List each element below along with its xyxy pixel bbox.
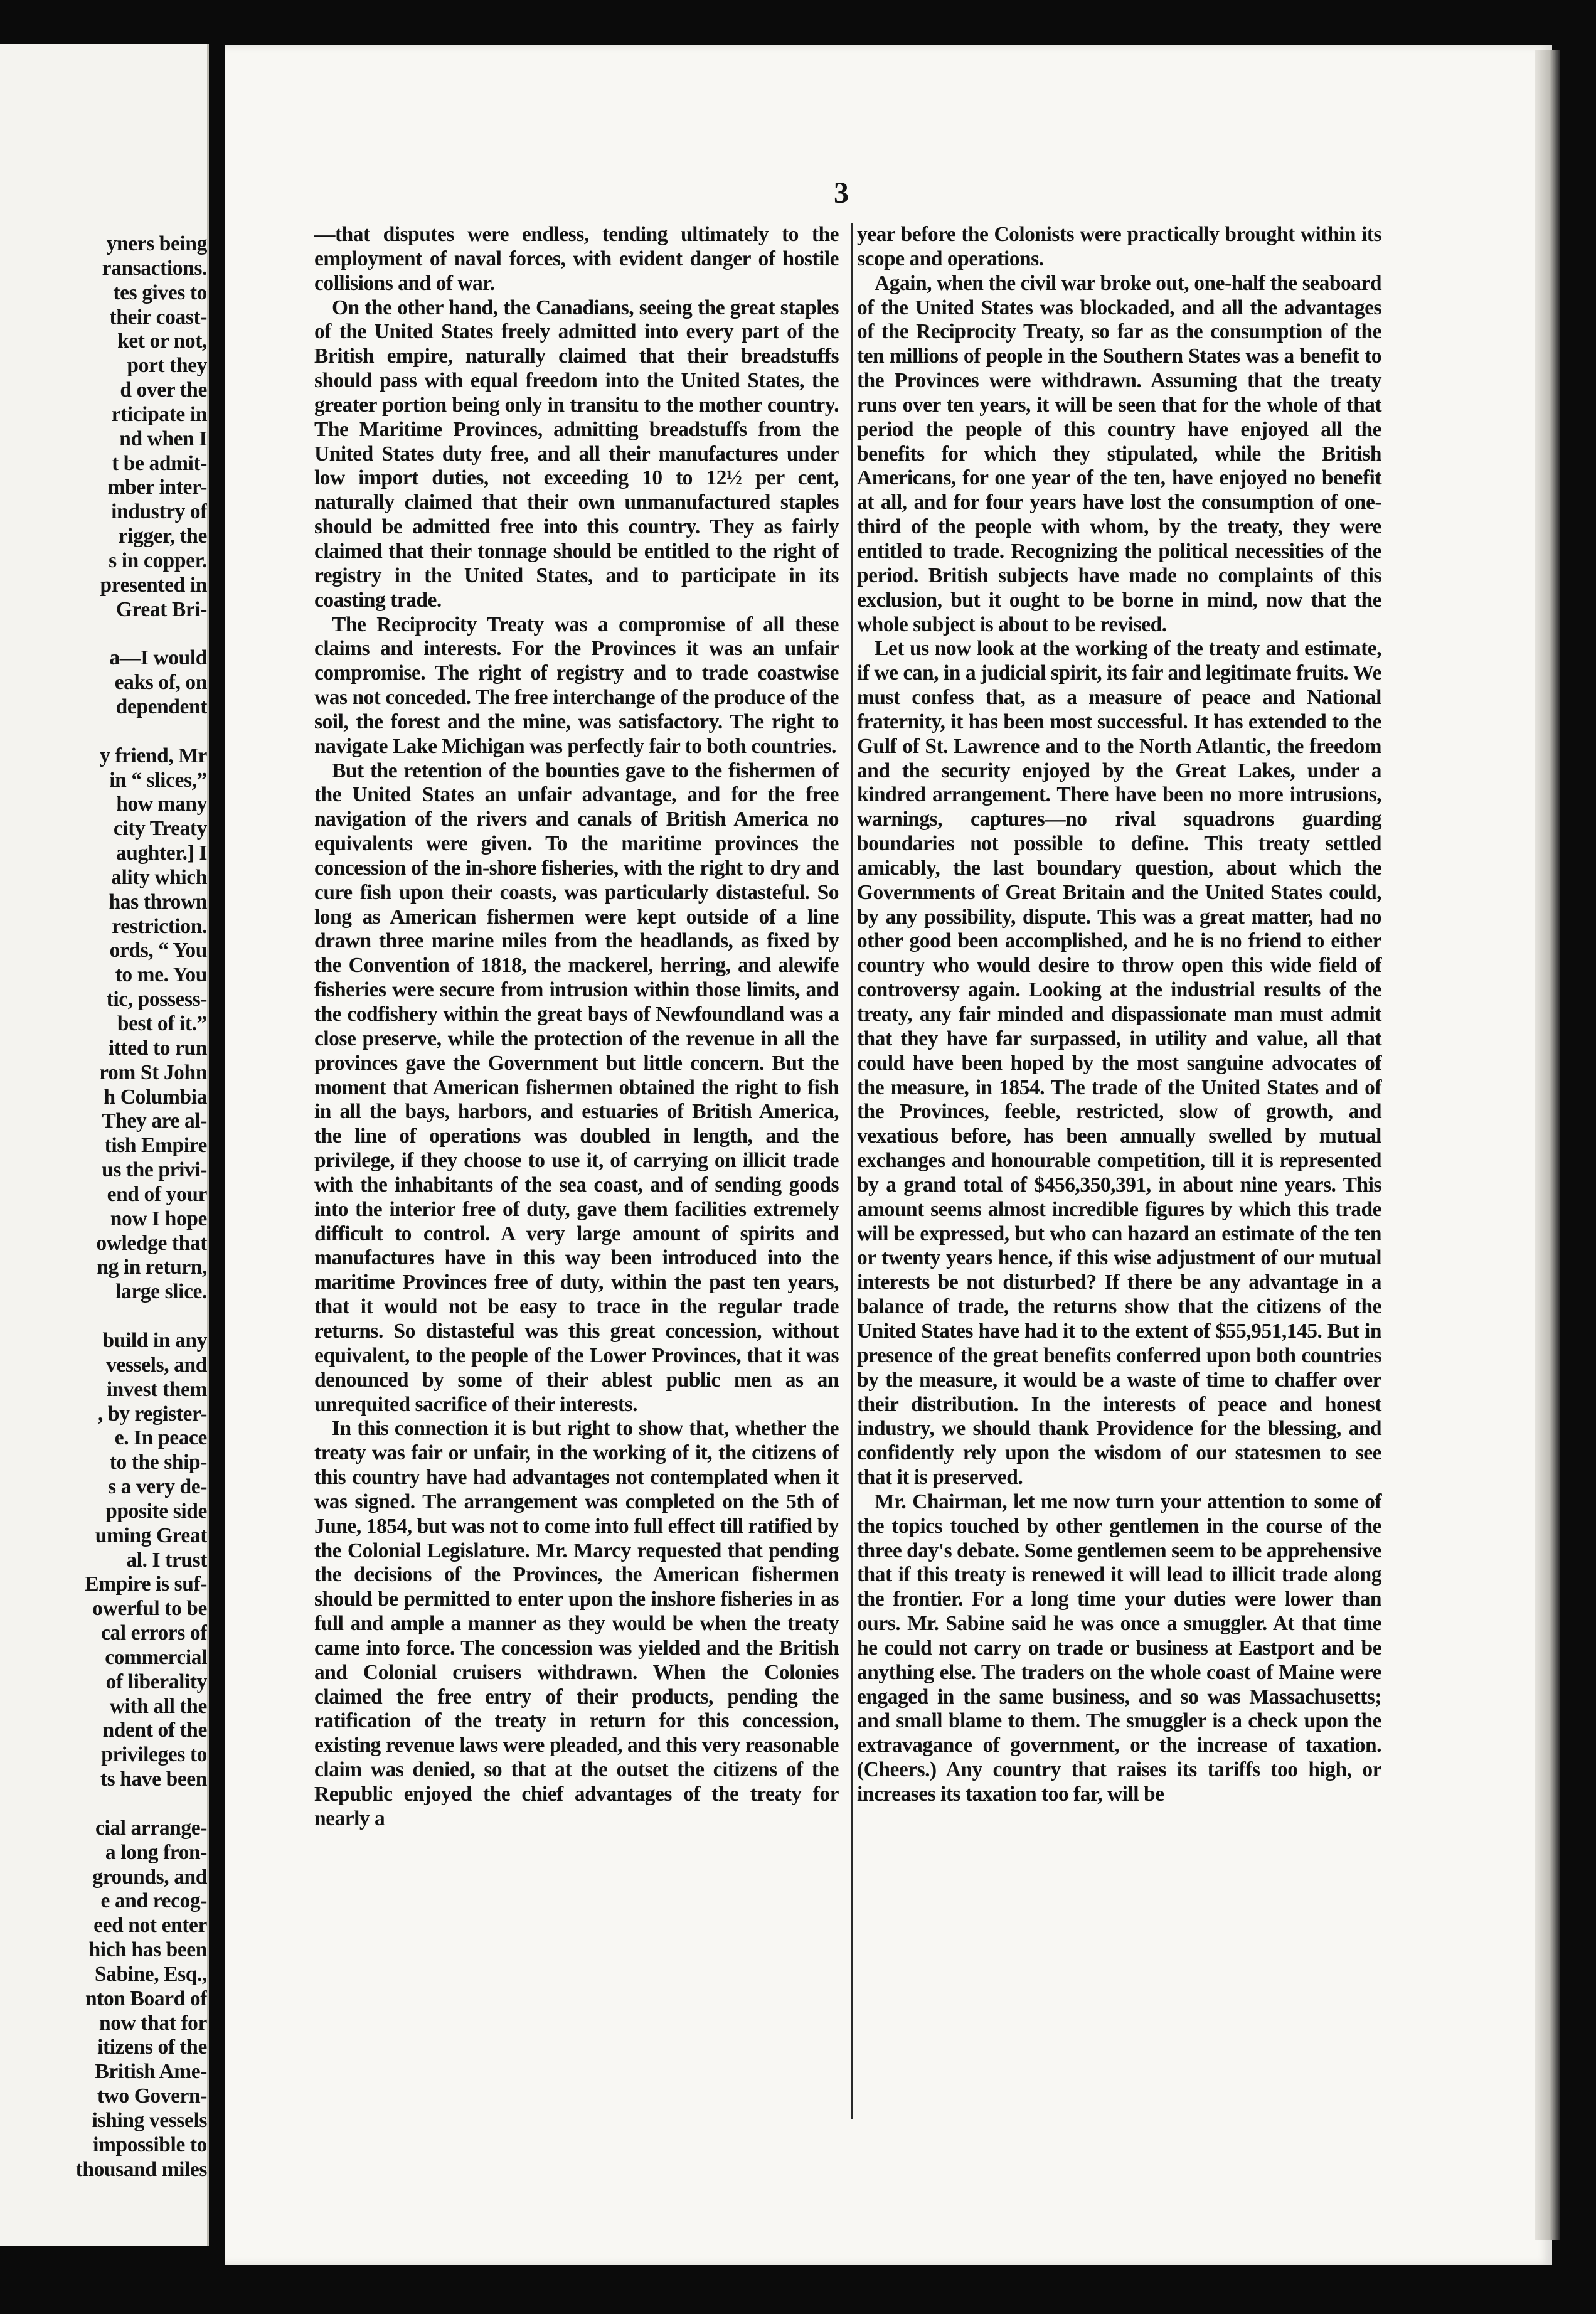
previous-page-line: port they <box>127 354 207 378</box>
text-column-left <box>314 223 839 1831</box>
previous-page-gap <box>0 622 207 647</box>
previous-page-line: has thrown <box>109 890 207 914</box>
previous-page-line: tic, possess- <box>106 988 207 1011</box>
previous-page-line: thousand miles <box>75 2157 207 2181</box>
previous-page-line: a—I would <box>109 646 207 670</box>
previous-page-line: ransactions. <box>102 256 207 280</box>
previous-page-line: , by register- <box>98 1402 207 1426</box>
previous-page-line: pposite side <box>105 1499 207 1523</box>
previous-page-line: owerful to be <box>92 1597 207 1621</box>
previous-page-line: e and recog- <box>100 1889 207 1913</box>
previous-page-line: in “ slices,” <box>109 768 207 792</box>
previous-page-gap <box>0 1792 207 1816</box>
previous-page-line: best of it.” <box>117 1012 207 1035</box>
previous-page-line: ts have been <box>100 1767 207 1791</box>
previous-page-line: rom St John <box>99 1060 207 1084</box>
paragraph: On the other hand, the Canadians, seeing the great staples of the United States freely admitted into every part of the British empire, naturally claimed that their breadstuffs should pass with equal freedom into the United States, the greater portion being only in transitu to the mother country. The Maritime Provinces, admitting breadstuffs from the United States duty free, and all their manufactures under low import duties, not exceeding 10 to 12½ per cent, naturally claimed that their own unmanufactured staples should be admitted free into this country. They as fairly claimed that their tonnage should be entitled to the right of registry in the United States, and to participate in its coasting trade. <box>314 296 839 612</box>
previous-page-line: vessels, and <box>106 1353 207 1377</box>
previous-page-fragments <box>0 232 207 2182</box>
previous-page-line: al. I trust <box>126 1548 207 1572</box>
previous-page-line: large slice. <box>115 1280 207 1304</box>
previous-page-line: their coast- <box>109 305 207 329</box>
previous-page-line: us the privi- <box>102 1158 207 1182</box>
previous-page-line: e. In peace <box>114 1426 207 1450</box>
previous-page-line: build in any <box>102 1328 207 1352</box>
previous-page-line: two Govern- <box>97 2084 207 2108</box>
previous-page-line: Great Bri- <box>115 597 207 621</box>
previous-page-line: itizens of the <box>97 2035 207 2059</box>
previous-page-line: They are al- <box>102 1109 207 1133</box>
paragraph: year before the Colonists were practically brought within its scope and operations. <box>857 223 1381 270</box>
previous-page-line: d over the <box>120 378 207 402</box>
previous-page-line: ndent of the <box>102 1719 207 1742</box>
previous-page-line: city Treaty <box>113 817 207 841</box>
previous-page-line: mber inter- <box>107 476 207 499</box>
page-binding-shadow <box>1535 50 1560 2240</box>
previous-page-line: rticipate in <box>111 402 207 426</box>
previous-page-line: aughter.] I <box>115 841 207 865</box>
previous-page-line: commercial <box>105 1645 207 1669</box>
previous-page-line: of liberality <box>105 1670 207 1693</box>
previous-page-line: a long fron- <box>105 1840 207 1864</box>
previous-page-line: eaks of, on <box>114 671 207 695</box>
paragraph: Mr. Chairman, let me now turn your attention to some of the topics touched by other gentlemen in the course of the three day's debate. Some gentlemen seem to be apprehensive that if this treaty is renewed it will lead to illicit trade along the frontier. For a long time your duties were lower than ours. Mr. Sabine said he was once a smuggler. At that time he could not carry on trade or business at Eastport and be anything else. The traders on the whole coast of Maine were engaged in the same business, and so was Massachusetts; and small blame to them. The smuggler is a check upon the extravagance of government, or the increase of taxation. (Cheers.) Any country that raises its tariffs too high, or increases its taxation too far, will be <box>857 1490 1382 1806</box>
paragraph: The Reciprocity Treaty was a compromise of all these claims and interests. For the Provinces it was an unfair compromise. The right of registry and to trade coastwise was not conceded. The free interchange of the produce of the soil, the forest and the mine, was satisfactory. The right to navigate Lake Michigan was perfectly fair to both countries. <box>314 612 839 758</box>
previous-page-line: h Columbia <box>104 1085 207 1109</box>
previous-page-line: British Ame- <box>95 2060 207 2084</box>
paragraph: But the retention of the bounties gave to the fishermen of the United States an unfair advantage, and for the free navigation of the rivers and canals of British America no equivalents were given. To the maritime provinces the concession of the in-shore fisheries, with the right to dry and cure fish upon their coasts, was particularly distasteful. So long as American fishermen were kept outside of a line drawn three marine miles from the headlands, as fixed by the Convention of 1818, the mackerel, herring, and alewife fisheries were secure from intrusion within those limits, and the codfishery within the great bays of Newfoundland was a close preserve, while the protection of the revenue in all the provinces gave the Government but little concern. But the moment that American fishermen obtained the right to fish in all the bays, harbors, and estuaries of British America, the line of operations was doubled in length, and the privilege, if they choose to use it, of carrying on illicit trade with the inhabitants of the sea coast, and of sending goods into the interior free of duty, gave them facilities extremely difficult to control. A very large amount of spirits and manufactures have in this way been introduced into the maritime Provinces free of duty, within the past ten years, that it would not be easy to trace in the regular trade returns. So distasteful was this great concession, without equivalent, to the people of the Lower Provinces, that it was denounced by some of their ablest public men as an unrequited sacrifice of their interests. <box>314 759 839 1416</box>
previous-page-line: ket or not, <box>117 329 207 353</box>
previous-page-line: t be admit- <box>112 451 207 475</box>
previous-page-line: cal errors of <box>100 1621 207 1645</box>
previous-page-line: with all the <box>109 1694 207 1718</box>
previous-page-line: cial arrange- <box>95 1816 207 1840</box>
previous-page-line: now that for <box>99 2011 207 2035</box>
previous-page-line: tes gives to <box>113 280 207 304</box>
previous-page-line: ality which <box>111 865 207 889</box>
column-divider <box>851 223 853 2119</box>
previous-page-line: ng in return, <box>97 1256 207 1279</box>
previous-page-line: owledge that <box>96 1231 207 1255</box>
previous-page-line: s a very de- <box>107 1475 207 1499</box>
text-column-right <box>857 223 1381 1807</box>
previous-page-line: eed not enter <box>93 1914 207 1938</box>
previous-page-line: ishing vessels <box>92 2108 207 2132</box>
previous-page-edge <box>0 44 209 2246</box>
previous-page-line: yners being <box>106 232 207 255</box>
previous-page-line: s in copper. <box>109 548 207 572</box>
paragraph: In this connection it is but right to show that, whether the treaty was fair or unfair, in the working of it, the citizens of this country have had advantages not contemplated when it was signed. The arrangement was completed on the 5th of June, 1854, but was not to come into full effect till ratified by the Colonial Legislature. Mr. Marcy requested that pending the decisions of the Provinces, the American fishermen should be permitted to enter upon the inshore fisheries in as full and ample a manner as they would be when the treaty came into force. The concession was yielded and the British and Colonial cruisers withdrawn. When the Colonies claimed the free entry of their products, pending the ratification of the treaty in return for this concession, existing revenue laws were pleaded, and this very reasonable claim was denied, so that at the outset the citizens of the Republic enjoyed the chief advantages of the treaty for nearly a <box>314 1417 839 1830</box>
previous-page-line: to me. You <box>115 963 207 987</box>
previous-page-line: nd when I <box>119 427 207 451</box>
previous-page-line: to the ship- <box>109 1451 207 1474</box>
paragraph: Let us now look at the working of the treaty and estimate, if we can, in a judicial spirit, its fair and legitimate fruits. We must confess that, as a measure of peace and National fraternity, it has been most successful. It has extended to the Gulf of St. Lawrence and to the North Atlantic, the freedom and the security enjoyed by the Great Lakes, under a kindred arrangement. There have been no more intrusions, warnings, captures—no rival squadrons guarding boundaries not possible to define. This treaty settled amicably, the last boundary question, about which the Governments of Great Britain and the United States could, by any possibility, dispute. This was a great matter, had no other good been accomplished, and he is no friend to either country who would desire to throw open this wide field of controversy again. Looking at the industrial results of the treaty, any fair minded and dispassionate man must admit that they have far surpassed, in utility and value, all that could have been hoped by the most sanguine advocates of the measure, in 1854. The trade of the United States and of the Provinces, feeble, restricted, slow of growth, and vexatious before, has been annually swelled by mutual exchanges and honourable competition, till it is represented by a grand total of $456,350,391, in about nine years. This amount seems almost incredible figures by which this trade will be expressed, but who can hazard an estimate of the ten or twenty years hence, if this wise adjustment of our mutual interests be not disturbed? If there be any advantage in a balance of trade, the returns show that the citizens of the United States have had it to the extent of $55,951,145. But in presence of the great benefits conferred upon both countries by the measure, it would be a waste of time to chaffer over their distribution. In the interests of peace and honest industry, we should thank Providence for the blessing, and confidently rely upon the wisdom of our statesmen to see that it is preserved. <box>857 637 1381 1490</box>
previous-page-line: ords, “ You <box>109 939 207 962</box>
previous-page-line: dependent <box>115 695 207 719</box>
previous-page-line: hich has been <box>88 1938 207 1962</box>
previous-page-line: nton Board of <box>85 1986 207 2010</box>
previous-page-line: Empire is suf- <box>85 1572 207 1596</box>
previous-page-line: y friend, Mr <box>99 744 207 767</box>
previous-page-line: uming Great <box>95 1523 207 1547</box>
previous-page-gap <box>0 1304 207 1329</box>
previous-page-line: now I hope <box>110 1207 207 1230</box>
previous-page-line: impossible to <box>93 2133 207 2157</box>
previous-page-line: how many <box>116 792 207 816</box>
paragraph: —that disputes were endless, tending ultimately to the employment of naval forces, with evident danger of hostile collisions and of war. <box>314 223 839 295</box>
previous-page-line: rigger, the <box>118 525 207 548</box>
page-number: 3 <box>834 176 849 210</box>
previous-page-line: itted to run <box>108 1036 207 1060</box>
previous-page-line: Sabine, Esq., <box>94 1962 207 1986</box>
paragraph: Again, when the civil war broke out, one-half the seaboard of the United States was blockaded, and all the advantages of the Reciprocity Treaty, so far as the consumption of the ten millions of people in the Southern States was a benefit to the Provinces were withdrawn. Assuming that the treaty runs over ten years, it will be seen that for the whole of that period the people of this country have enjoyed all the benefits for which they stipulated, while the British Americans, for one year of the ten, have enjoyed no benefit at all, and for four years have lost the consumption of one-third of the people with whom, by the treaty, they were entitled to trade. Recognizing the political necessities of the period. British subjects have made no complaints of this exclusion, but it ought to be borne in mind, now that the whole subject is about to be revised. <box>857 271 1381 636</box>
previous-page-line: restriction. <box>112 914 207 938</box>
previous-page-line: grounds, and <box>92 1865 207 1889</box>
previous-page-line: tish Empire <box>104 1134 207 1158</box>
previous-page-line: invest them <box>106 1377 207 1401</box>
previous-page-line: industry of <box>111 500 207 524</box>
previous-page-line: end of your <box>107 1182 207 1206</box>
previous-page-line: presented in <box>100 573 207 597</box>
previous-page-line: privileges to <box>101 1743 207 1767</box>
previous-page-gap <box>0 720 207 744</box>
